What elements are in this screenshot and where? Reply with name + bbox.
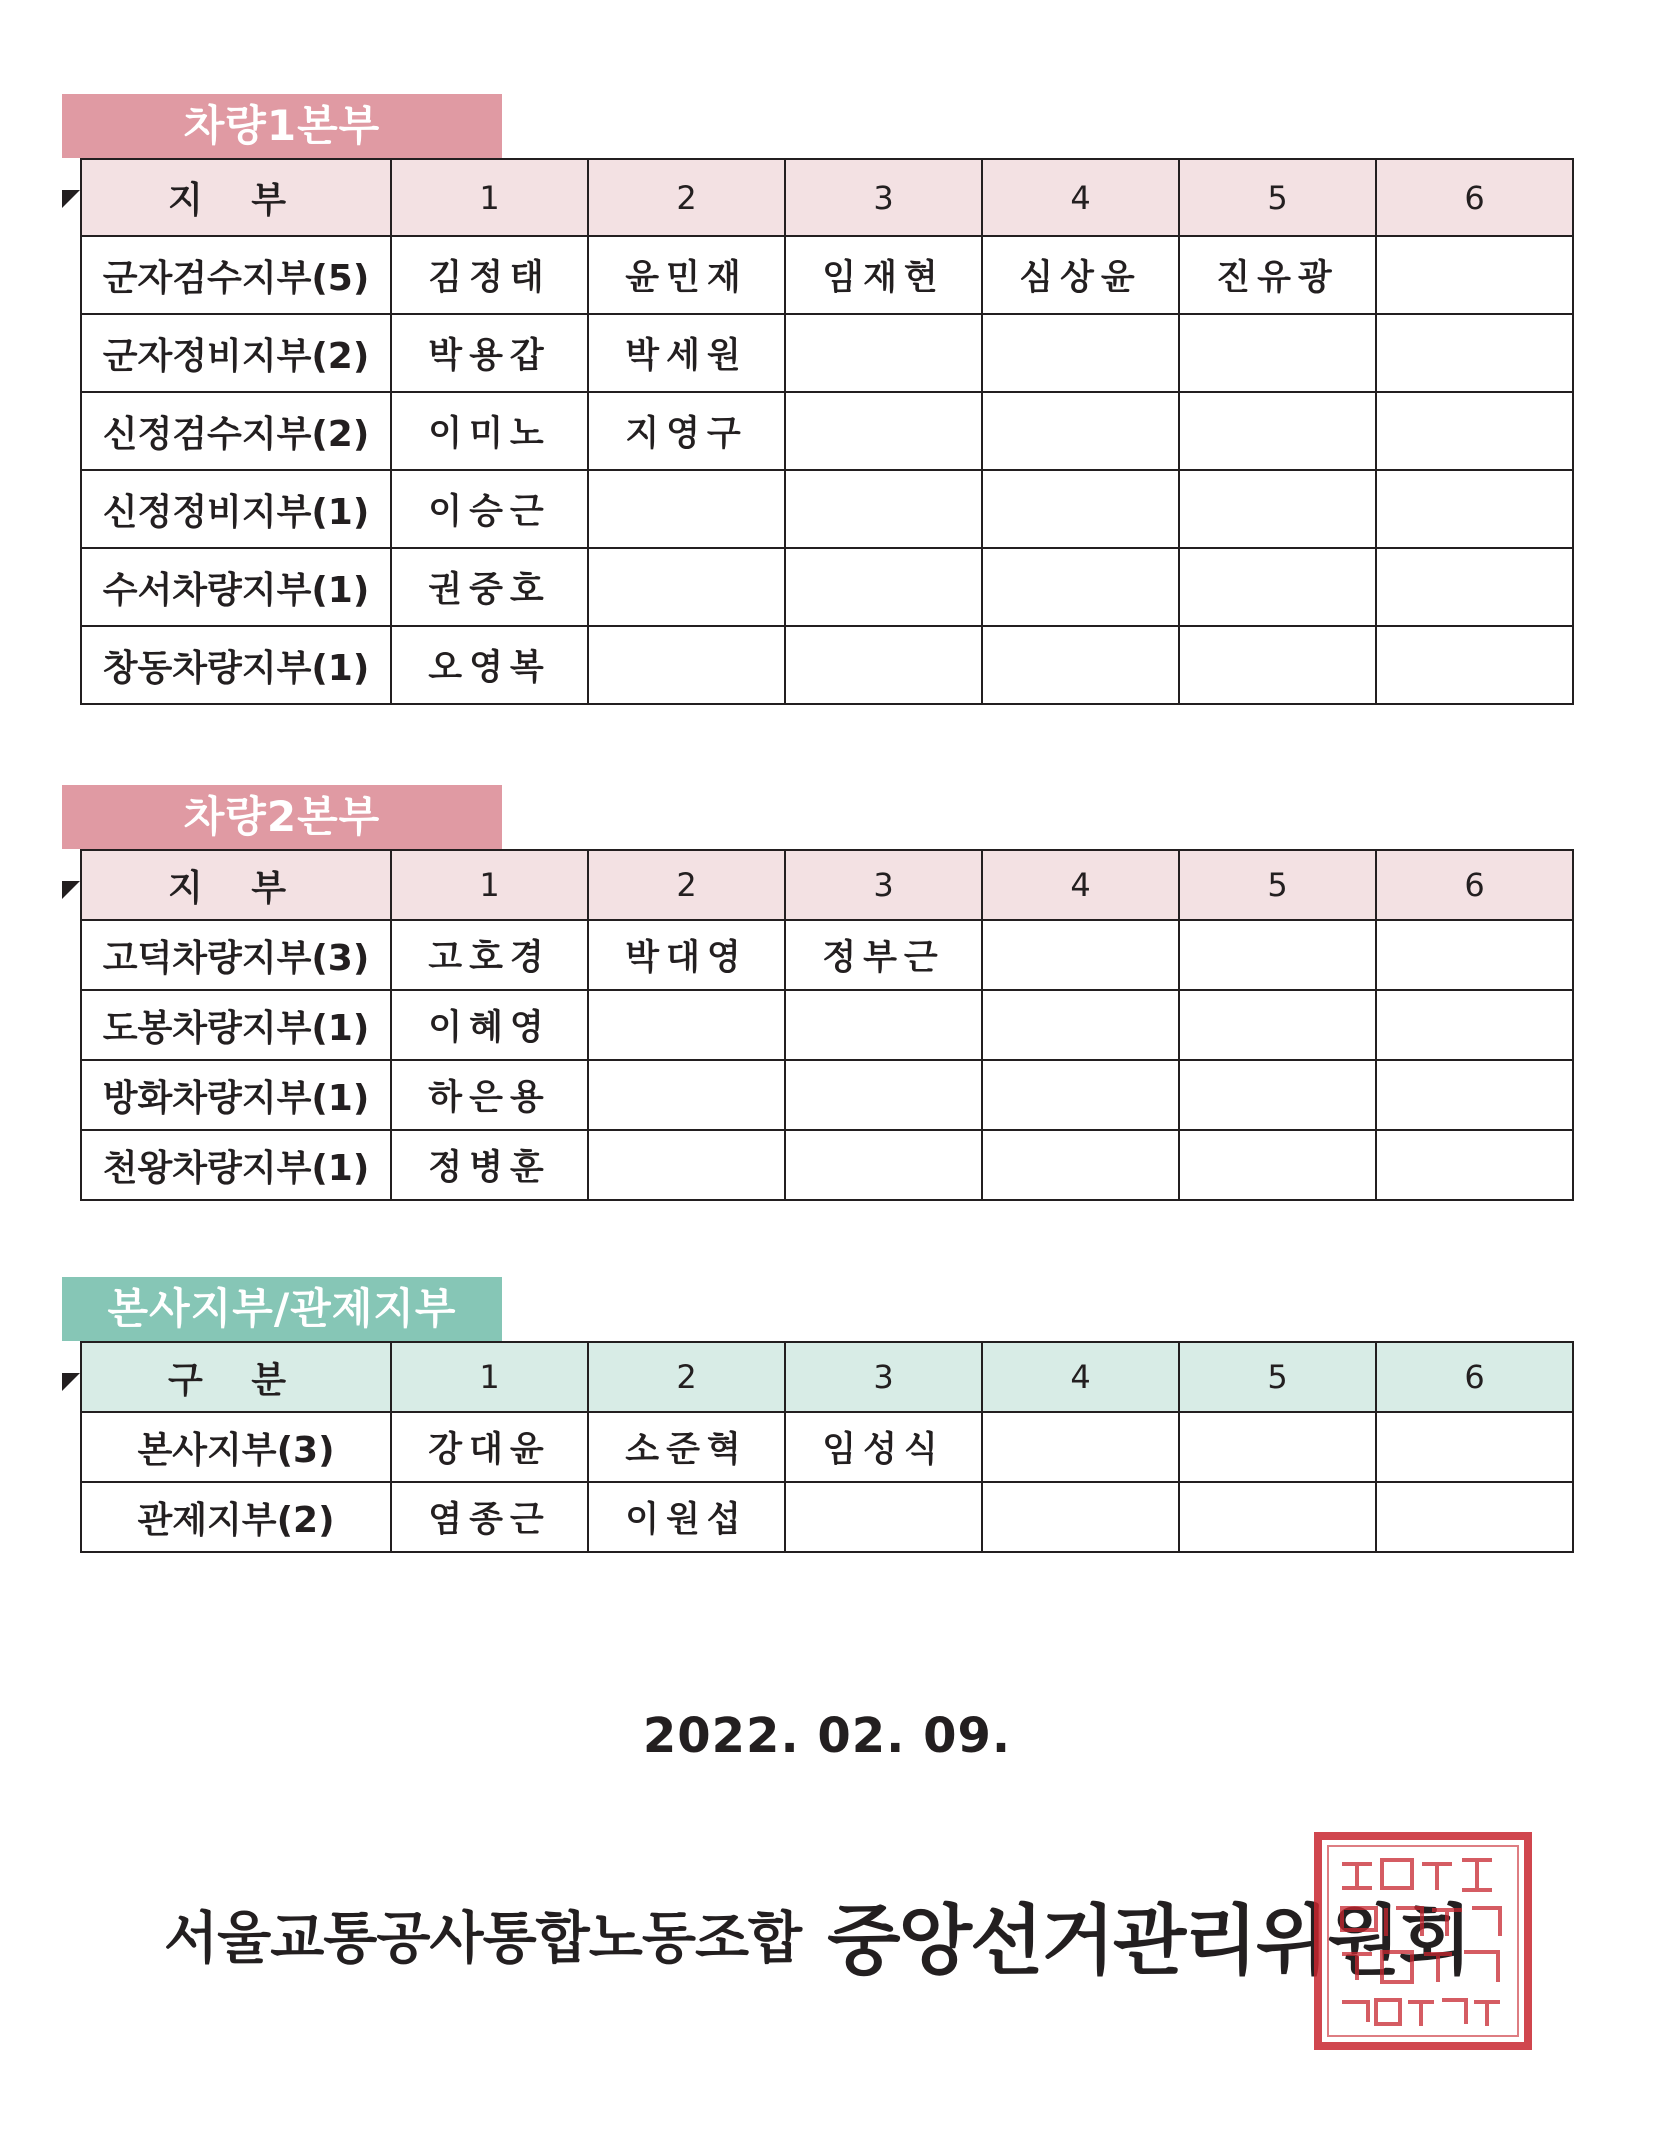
- table-row: [81, 392, 1573, 470]
- candidate-cell: [982, 920, 1179, 990]
- candidate-cell: [982, 470, 1179, 548]
- candidate-cell: [588, 990, 785, 1060]
- section-hq-control-branch: [62, 1277, 1574, 1577]
- candidate-cell: [785, 626, 982, 704]
- branch-cell: 신정정비지부(1): [81, 470, 391, 548]
- candidate-cell: 이미노: [391, 392, 588, 470]
- committee-name: 중앙선거관리위원회: [827, 1896, 1470, 1985]
- candidate-cell: 하은용: [391, 1060, 588, 1130]
- candidate-cell: 강대윤: [391, 1412, 588, 1482]
- candidate-cell: 박세원: [588, 314, 785, 392]
- candidate-cell: [588, 626, 785, 704]
- table-row: [81, 1060, 1573, 1130]
- section-title: 차량2본부: [62, 785, 502, 849]
- branch-cell: 본사지부(3): [81, 1412, 391, 1482]
- header-cell: 4: [982, 850, 1179, 920]
- candidate-cell: [1179, 1130, 1376, 1200]
- announcement-date: 2022. 02. 09.: [642, 1708, 1012, 1764]
- candidate-cell: [982, 626, 1179, 704]
- header-cell: 5: [1179, 159, 1376, 236]
- header-cell: 5: [1179, 850, 1376, 920]
- candidate-cell: 심상윤: [982, 236, 1179, 314]
- candidate-cell: [1376, 990, 1573, 1060]
- header-cell: 3: [785, 1342, 982, 1412]
- header-cell: 3: [785, 850, 982, 920]
- candidate-cell: [1376, 236, 1573, 314]
- section-title: 차량1본부: [62, 94, 502, 158]
- candidate-cell: [785, 1060, 982, 1130]
- candidate-cell: 이원섭: [588, 1482, 785, 1552]
- candidate-cell: [1179, 1060, 1376, 1130]
- candidate-cell: [785, 392, 982, 470]
- candidate-cell: [1376, 920, 1573, 990]
- candidate-cell: [1179, 548, 1376, 626]
- candidate-cell: [1376, 314, 1573, 392]
- candidate-cell: [785, 990, 982, 1060]
- header-cell-branch: 지 부: [81, 850, 391, 920]
- candidate-cell: [1179, 920, 1376, 990]
- official-seal-stamp: [1312, 1830, 1534, 2052]
- header-cell: 4: [982, 1342, 1179, 1412]
- candidate-cell: [982, 548, 1179, 626]
- section-tab-fold: [62, 1373, 80, 1391]
- candidate-table: [80, 158, 1574, 705]
- header-cell: 6: [1376, 850, 1573, 920]
- branch-cell: 고덕차량지부(3): [81, 920, 391, 990]
- candidate-cell: [785, 1482, 982, 1552]
- candidate-cell: [982, 1412, 1179, 1482]
- candidate-cell: [1179, 626, 1376, 704]
- table-row: [81, 990, 1573, 1060]
- candidate-cell: 박대영: [588, 920, 785, 990]
- candidate-cell: [982, 1482, 1179, 1552]
- branch-cell: 방화차량지부(1): [81, 1060, 391, 1130]
- candidate-cell: [982, 1060, 1179, 1130]
- candidate-cell: [588, 1130, 785, 1200]
- candidate-cell: [1376, 1060, 1573, 1130]
- branch-cell: 창동차량지부(1): [81, 626, 391, 704]
- header-cell: 5: [1179, 1342, 1376, 1412]
- candidate-cell: 임재현: [785, 236, 982, 314]
- table-row: [81, 470, 1573, 548]
- branch-cell: 수서차량지부(1): [81, 548, 391, 626]
- branch-cell: 도봉차량지부(1): [81, 990, 391, 1060]
- candidate-cell: 임성식: [785, 1412, 982, 1482]
- table-row: [81, 314, 1573, 392]
- candidate-cell: [1376, 1130, 1573, 1200]
- candidate-cell: 이혜영: [391, 990, 588, 1060]
- header-cell: 6: [1376, 159, 1573, 236]
- candidate-cell: [588, 470, 785, 548]
- header-cell: 2: [588, 850, 785, 920]
- candidate-cell: [785, 1130, 982, 1200]
- candidate-cell: [1179, 1412, 1376, 1482]
- candidate-cell: 정병훈: [391, 1130, 588, 1200]
- candidate-cell: [982, 990, 1179, 1060]
- candidate-cell: [1179, 314, 1376, 392]
- candidate-cell: [1376, 470, 1573, 548]
- union-name: 서울교통공사통합노동조합: [164, 1906, 802, 1972]
- header-cell: 1: [391, 1342, 588, 1412]
- table-header-row: [81, 159, 1573, 236]
- candidate-cell: [1179, 990, 1376, 1060]
- table-row: [81, 920, 1573, 990]
- header-cell-branch: 지 부: [81, 159, 391, 236]
- section-title: 본사지부/관제지부: [62, 1277, 502, 1341]
- candidate-cell: [1179, 392, 1376, 470]
- header-cell: 1: [391, 159, 588, 236]
- issuer-signature: [164, 1880, 1470, 1985]
- candidate-cell: 이승근: [391, 470, 588, 548]
- candidate-cell: 오영복: [391, 626, 588, 704]
- branch-cell: 관제지부(2): [81, 1482, 391, 1552]
- header-cell: 4: [982, 159, 1179, 236]
- candidate-cell: 권중호: [391, 548, 588, 626]
- candidate-cell: [1376, 1482, 1573, 1552]
- table-header-row: [81, 850, 1573, 920]
- candidate-table: [80, 849, 1574, 1201]
- section-tab-fold: [62, 190, 80, 208]
- candidate-cell: [982, 392, 1179, 470]
- candidate-cell: [1376, 548, 1573, 626]
- candidate-cell: 정부근: [785, 920, 982, 990]
- section-vehicle-hq-2: [62, 785, 1574, 1215]
- candidate-cell: [1376, 626, 1573, 704]
- table-row: [81, 1130, 1573, 1200]
- header-cell: 6: [1376, 1342, 1573, 1412]
- candidate-cell: [1376, 392, 1573, 470]
- candidate-cell: [785, 548, 982, 626]
- candidate-cell: 지영구: [588, 392, 785, 470]
- table-row: [81, 236, 1573, 314]
- candidate-cell: [1376, 1412, 1573, 1482]
- candidate-cell: 진유광: [1179, 236, 1376, 314]
- branch-cell: 천왕차량지부(1): [81, 1130, 391, 1200]
- candidate-cell: 윤민재: [588, 236, 785, 314]
- candidate-cell: 김정태: [391, 236, 588, 314]
- header-cell: 2: [588, 159, 785, 236]
- header-cell: 1: [391, 850, 588, 920]
- candidate-cell: 고호경: [391, 920, 588, 990]
- branch-cell: 군자검수지부(5): [81, 236, 391, 314]
- branch-cell: 신정검수지부(2): [81, 392, 391, 470]
- candidate-cell: [785, 470, 982, 548]
- candidate-cell: [588, 1060, 785, 1130]
- header-cell-category: 구 분: [81, 1342, 391, 1412]
- candidate-cell: [1179, 1482, 1376, 1552]
- table-row: [81, 1412, 1573, 1482]
- candidate-table: [80, 1341, 1574, 1553]
- candidate-cell: [1179, 470, 1376, 548]
- table-row: [81, 626, 1573, 704]
- header-cell: 2: [588, 1342, 785, 1412]
- header-cell: 3: [785, 159, 982, 236]
- branch-cell: 군자정비지부(2): [81, 314, 391, 392]
- candidate-cell: 박용갑: [391, 314, 588, 392]
- table-row: [81, 1482, 1573, 1552]
- candidate-cell: [785, 314, 982, 392]
- table-header-row: [81, 1342, 1573, 1412]
- candidate-cell: [588, 548, 785, 626]
- section-vehicle-hq-1: [62, 94, 1574, 714]
- candidate-cell: [982, 314, 1179, 392]
- candidate-cell: 염종근: [391, 1482, 588, 1552]
- candidate-cell: [982, 1130, 1179, 1200]
- candidate-cell: 소준혁: [588, 1412, 785, 1482]
- section-tab-fold: [62, 881, 80, 899]
- table-row: [81, 548, 1573, 626]
